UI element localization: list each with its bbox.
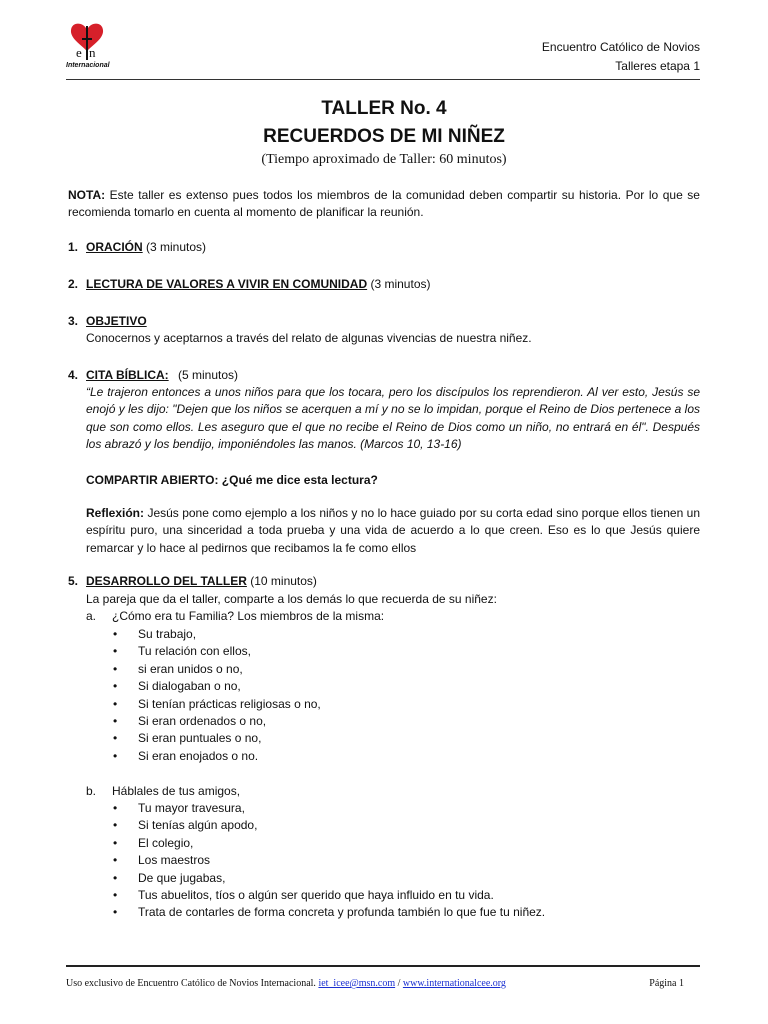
page-number: Página 1 bbox=[649, 978, 684, 989]
section-5-number: 5. bbox=[68, 574, 79, 588]
section-1-time: (3 minutos) bbox=[146, 240, 207, 254]
footer-website-link[interactable]: www.internationalcee.org bbox=[402, 978, 506, 989]
page-footer bbox=[66, 978, 506, 989]
workshop-number: TALLER No. 4 bbox=[321, 98, 447, 119]
section-4-number: 4. bbox=[68, 368, 79, 382]
family-question-item: • Si tenían prácticas religiosas o no, bbox=[113, 696, 321, 713]
footer-email-link[interactable]: iet_icee@msn.com bbox=[318, 978, 396, 989]
friends-question-item: • Los maestros bbox=[113, 852, 545, 869]
friends-question-item: • Tu mayor travesura, bbox=[113, 800, 545, 817]
section-2-title: LECTURA DE VALORES A VIVIR EN COMUNIDAD bbox=[86, 277, 368, 291]
footer-divider bbox=[66, 965, 700, 967]
section-5-intro: La pareja que da el taller, comparte a los demás lo que recuerda de su niñez: bbox=[86, 592, 497, 606]
workshop-title: RECUERDOS DE MI NIÑEZ bbox=[263, 126, 505, 147]
note-text: Este taller es extenso pues todos los miembros de la comunidad deben compartir su historia. Por lo que se recomienda tomarlo en cuenta al momento de planificar la reunión. bbox=[68, 188, 700, 220]
footer-separator: / bbox=[397, 978, 401, 989]
section-4-heading bbox=[86, 367, 238, 384]
etn-logo bbox=[66, 16, 108, 74]
section-2-number: 2. bbox=[68, 277, 79, 291]
family-questions-list bbox=[113, 626, 321, 765]
reflection-paragraph bbox=[86, 505, 700, 557]
section-5-title: DESARROLLO DEL TALLER bbox=[86, 574, 247, 588]
page-header bbox=[542, 38, 700, 76]
item-b-title: Háblales de tus amigos, bbox=[112, 784, 241, 798]
note-label: NOTA: bbox=[68, 188, 106, 202]
workshop-duration: (Tiempo aproximado de Taller: 60 minutos) bbox=[261, 152, 507, 167]
footer-text: Uso exclusivo de Encuentro Católico de Novios Internacional. bbox=[66, 978, 316, 989]
item-a-label: a. bbox=[86, 609, 97, 623]
friends-question-item: • Trata de contarles de forma concreta y profunda también lo que fue tu niñez. bbox=[113, 904, 545, 921]
reflection-text: Jesús pone como ejemplo a los niños y no lo hace guiado por su corta edad sino porque ellos tienen un espíritu puro, una sinceridad a toda prueba y una vida de acuerdo a lo que creen. Eso es lo que Jesús quiere remarcar y lo hace al pedirnos que recibamos la fe como ellos bbox=[86, 506, 700, 555]
family-question-item: • si eran unidos o no, bbox=[113, 661, 321, 678]
item-b-label: b. bbox=[86, 784, 97, 798]
section-3-title: OBJETIVO bbox=[86, 314, 147, 328]
reflection-label: Reflexión: bbox=[86, 506, 145, 520]
header-line-2: Talleres etapa 1 bbox=[615, 59, 700, 73]
family-question-item: • Si eran enojados o no. bbox=[113, 748, 321, 765]
section-4-time: (5 minutos) bbox=[178, 368, 239, 382]
header-divider bbox=[66, 79, 700, 80]
friends-question-item: • El colegio, bbox=[113, 835, 545, 852]
svg-text:n: n bbox=[89, 45, 96, 60]
family-question-item: • Si eran puntuales o no, bbox=[113, 730, 321, 747]
section-5-time: (10 minutos) bbox=[250, 574, 317, 588]
friends-questions-list bbox=[113, 800, 545, 922]
family-question-item: • Tu relación con ellos, bbox=[113, 643, 321, 660]
section-1-title: ORACIÓN bbox=[86, 240, 143, 254]
section-5-heading bbox=[86, 573, 317, 590]
friends-question-item: • Tus abuelitos, tíos o algún ser querido que haya influido en tu vida. bbox=[113, 887, 545, 904]
note-paragraph bbox=[68, 187, 700, 222]
family-question-item: • Si eran ordenados o no, bbox=[113, 713, 321, 730]
section-2-heading bbox=[86, 276, 431, 293]
section-3-number: 3. bbox=[68, 314, 79, 328]
section-3-body: Conocernos y aceptarnos a través del relato de algunas vivencias de nuestra niñez. bbox=[86, 331, 532, 345]
header-line-1: Encuentro Católico de Novios bbox=[541, 40, 700, 54]
svg-text:e: e bbox=[76, 45, 82, 60]
section-1-number: 1. bbox=[68, 240, 79, 254]
friends-question-item: • De que jugabas, bbox=[113, 870, 545, 887]
item-a-title: ¿Cómo era tu Familia? Los miembros de la misma: bbox=[112, 609, 385, 623]
family-question-item: • Si dialogaban o no, bbox=[113, 678, 321, 695]
section-2-time: (3 minutos) bbox=[370, 277, 431, 291]
family-question-item: • Su trabajo, bbox=[113, 626, 321, 643]
section-4-title: CITA BÍBLICA: bbox=[86, 368, 169, 382]
section-1-heading bbox=[86, 239, 206, 256]
logo-word: Internacional bbox=[66, 62, 110, 69]
friends-question-item: • Si tenías algún apodo, bbox=[113, 817, 545, 834]
heart-cross-icon bbox=[66, 16, 108, 62]
open-share-prompt: COMPARTIR ABIERTO: ¿Qué me dice esta lectura? bbox=[86, 473, 378, 487]
bible-quote: “Le trajeron entonces a unos niños para que los tocara, pero los discípulos los reprendieron. Al ver esto, Jesús se enojó y les dijo: "Dejen que los niños se acerquen a mí y no se lo impidan, porque el Reino de Dios pertenece a los que son como ellos. Les aseguro que el que no recibe el Reino de Dios como un niño, no entrará en él". Después los abrazó y los bendijo, imponiéndoles las manos. (Marcos 10, 13-16) bbox=[86, 385, 700, 452]
